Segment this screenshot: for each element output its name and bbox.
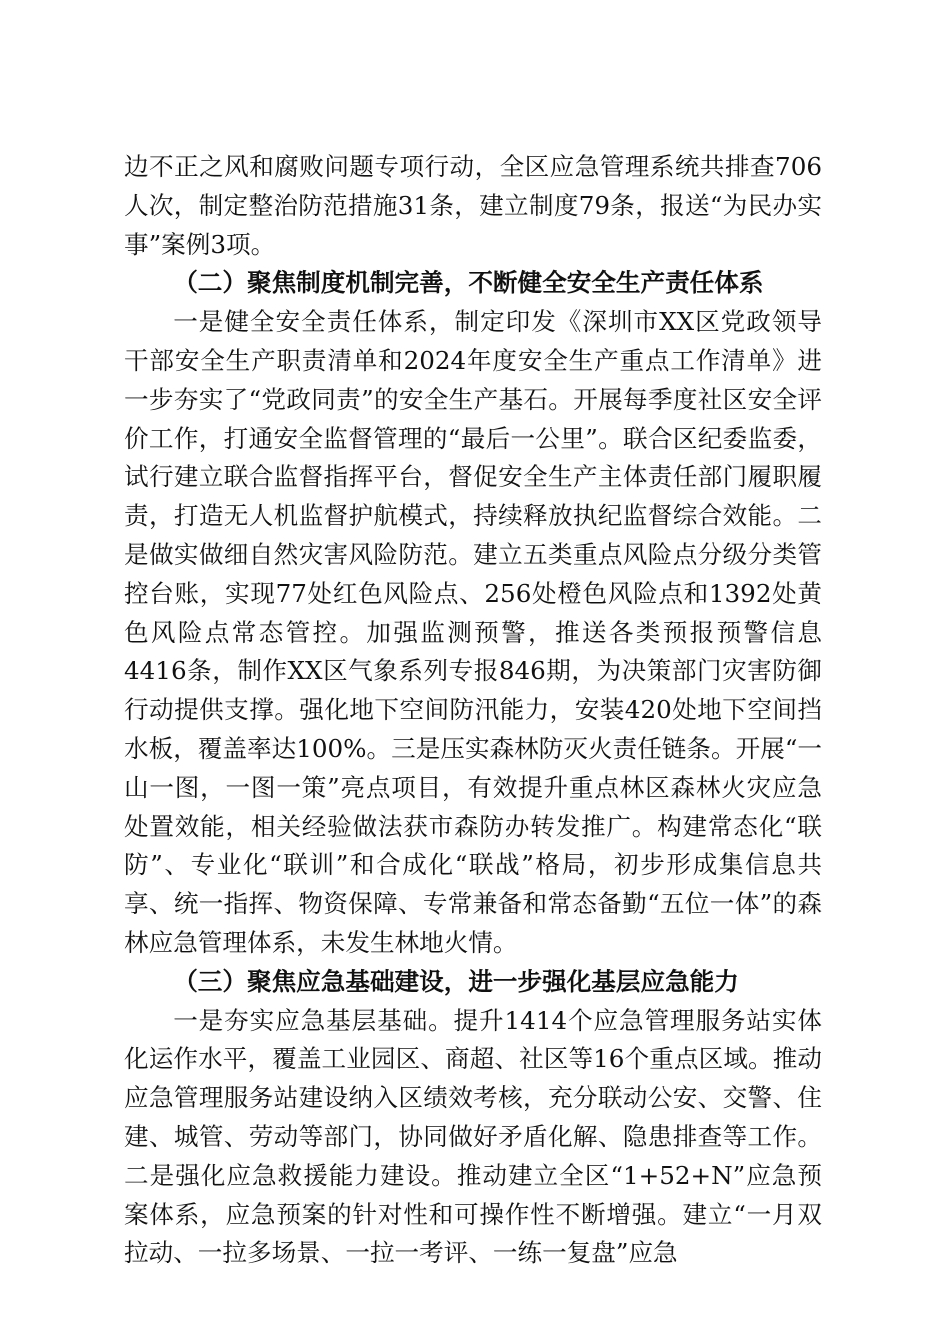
paragraph-continuation: 边不正之风和腐败问题专项行动，全区应急管理系统共排查706人次，制定整治防范措施31条，建立制度79条，报送“为民办实事”案例3项。	[124, 152, 822, 259]
section-heading-2: （二）聚焦制度机制完善，不断健全安全生产责任体系	[173, 268, 764, 298]
paragraph-emergency-foundation: 一是夯实应急基层基础。提升1414个应急管理服务站实体化运作水平，覆盖工业园区、商超、社区等16个重点区域。推动应急管理服务站建设纳入区绩效考核，充分联动公安、交警、住建、城管、劳动等部门，协同做好矛盾化解、隐患排查等工作。二是强化应急救援能力建设。推动建立全区“1+52+N”应急预案体系，应急预案的针对性和可操作性不断增强。建立“一月双拉动、一拉多场景、一拉一考评、一练一复盘”应急	[124, 1005, 822, 1268]
section-heading-3: （三）聚焦应急基础建设，进一步强化基层应急能力	[173, 966, 739, 996]
paragraph-safety-responsibility: 一是健全安全责任体系，制定印发《深圳市XX区党政领导干部安全生产职责清单和2024年度安全生产重点工作清单》进一步夯实了“党政同责”的安全生产基石。开展每季度社区安全评价工作，打通安全监督管理的“最后一公里”。联合区纪委监委，试行建立联合监督指挥平台，督促安全生产主体责任部门履职履责，打造无人机监督护航模式，持续释放执纪监督综合效能。二是做实做细自然灾害风险防范。建立五类重点风险点分级分类管控台账，实现77处红色风险点、256处橙色风险点和1392处黄色风险点常态管控。加强监测预警，推送各类预报预警信息4416条，制作XX区气象系列专报846期，为决策部门灾害防御行动提供支撑。强化地下空间防汛能力，安装420处地下空间挡水板，覆盖率达100%。三是压实森林防灭火责任链条。开展“一山一图，一图一策”亮点项目，有效提升重点林区森林火灾应急处置效能，相关经验做法获市森防办转发推广。构建常态化“联防”、专业化“联训”和合成化“联战”格局，初步形成集信息共享、统一指挥、物资保障、专常兼备和常态备勤“五位一体”的森林应急管理体系，未发生林地火情。	[124, 307, 822, 957]
document-page	[124, 148, 822, 1273]
